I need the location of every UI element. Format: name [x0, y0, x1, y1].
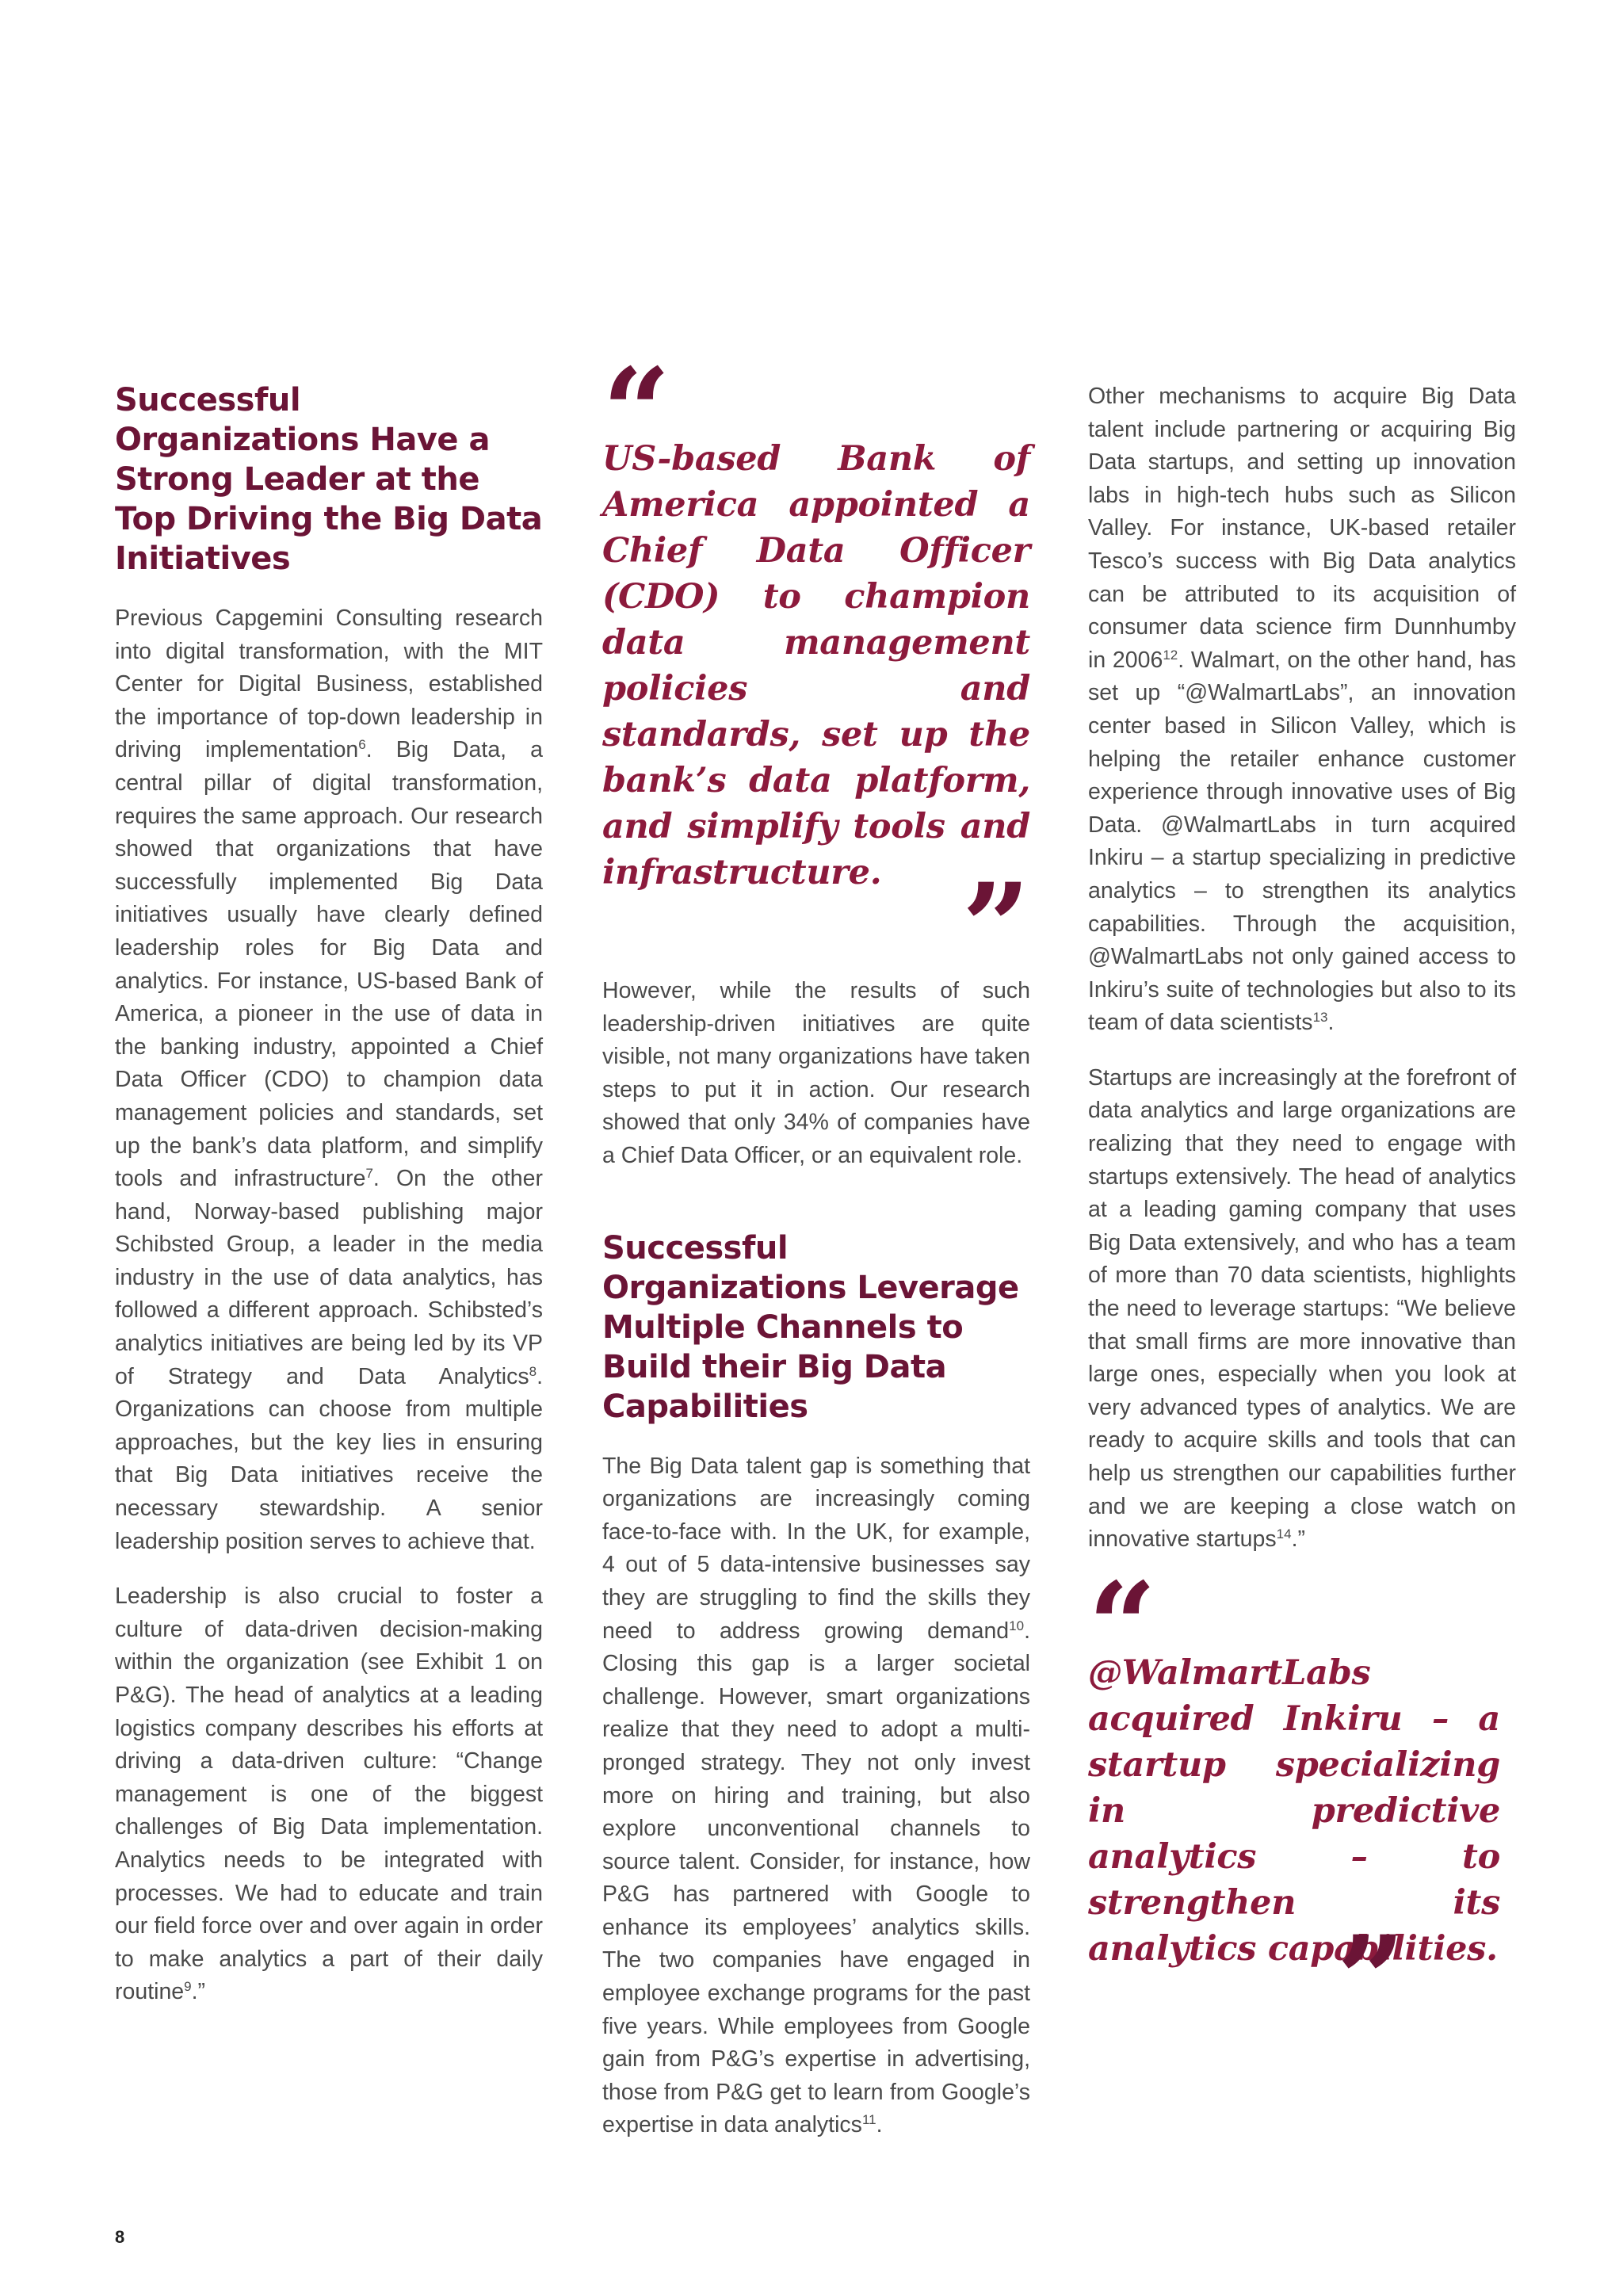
footnote-ref: 6 — [358, 737, 366, 753]
page-number: 8 — [115, 2227, 125, 2247]
column-right — [1088, 380, 1516, 2050]
paragraph-talent-gap: The Big Data talent gap is something that organizations are increasingly coming face-to-face with. In the UK, for example, 4 out of 5 data-intensive businesses say they are struggling to find the skills they need to address growing demand$^{10}$. Closing this gap is a larger societal challenge. However, smart organizations realize that they need to adopt a multi-pronged strategy. They not only invest more on hiring and training, but also explore unconventional channels to source talent. Consider, for instance, how P&G has partnered with Google to enhance its employees’ analytics skills. The two companies have engaged in employee exchange programs for the past five years. While employees from Google gain from P&G’s expertise in advertising, those from P&G get to learn from Google’s expertise in data analytics$^{11}$. — [602, 1453, 1030, 2138]
footnote-ref: 12 — [1163, 647, 1178, 663]
paragraph-acquisition: Other mechanisms to acquire Big Data talent include partnering or acquiring Big Data startups, and setting up innovation labs in high-tech hubs such as Silicon Valley. For instance, UK-based retailer Tesco’s success with Big Data analytics can be attributed to its acquisition of consumer data science firm Dunnhumby in 2006$^{12}$. Walmart, on the other hand, has set up “@WalmartLabs”, an innovation center based in Silicon Valley, which is helping the retailer enhance customer experience through innovative uses of Big Data. @WalmartLabs in turn acquired Inkiru – a startup specializing in predictive analytics – to strengthen its analytics capabilities. Through the acquisition, @WalmartLabs not only gained access to Inkiru’s suite of technologies but also to its team of data scientists$^{13}$. — [1088, 384, 1516, 1036]
footnote-ref: 9 — [184, 1979, 192, 1995]
footnote-ref: 8 — [529, 1363, 537, 1379]
paragraph-startups: Startups are increasingly at the forefront of data analytics and large organizations are realizing that they need to engage with startups extensively. The head of analytics at a leading gaming company that uses Big Data extensively, and who has a team of more than 70 data scientists, highlights the need to leverage startups: “We believe that small firms are more innovative than large ones, especially when you look at very advanced types of analytics. We are ready to acquire skills and tools that can help us strengthen our capabilities further and we are keeping a close watch on innovative startups$^{14}$.” — [1088, 1064, 1516, 1553]
footnote-ref: 10 — [1009, 1618, 1025, 1633]
column-middle — [602, 342, 1030, 2142]
open-quote-icon: “ — [602, 342, 671, 482]
paragraph-cdo-stat: However, while the results of such leadership-driven initiatives are quite visible, not many organizations have taken steps to put it in action. Our research showed that only 34% of companies have a Chief Data Officer, or an equivalent role. — [602, 978, 1030, 1168]
open-quote-icon: “ — [1088, 1556, 1157, 1696]
footnote-ref: 7 — [365, 1166, 373, 1182]
pull-quote-walmartlabs: @WalmartLabs acquired Inkiru – a startup specializing in predictive analytics – to strengthen its analytics capabilities. — [1088, 1652, 1500, 1969]
footnote-ref: 11 — [861, 2112, 876, 2128]
pull-quote-bank-of-america: US-based Bank of America appointed a Chief Data Officer (CDO) to champion data management policies and standards, set up the bank’s data platform, and simplify tools and infrastructure. — [602, 439, 1030, 892]
footnote-ref: 13 — [1312, 1010, 1328, 1026]
footnote-ref: 14 — [1276, 1526, 1292, 1542]
paragraph-culture: Leadership is also crucial to foster a culture of data-driven decision-making within the organization (see Exhibit 1 on P&G). The head of analytics at a leading logistics company describes his efforts at driving a data-driven culture: “Change management is one of the biggest challenges of Big Data implementation. Analytics needs to be integrated with processes. We had to educate and train our field force over and over again in order to make analytics a part of their daily routine$^9$.” — [115, 1584, 543, 2005]
close-quote-icon: ” — [1336, 1909, 1405, 2050]
close-quote-icon: ” — [961, 858, 1030, 997]
paragraph-leadership: Previous Capgemini Consulting research into digital transformation, with the MIT Center for Digital Business, established the importance of top-down leadership in driving implementation$^6$. Big Data, a central pillar of digital transformation, requires the same approach. Our research showed that organizations that have successfully implemented Big Data initiatives usually have clearly defined leadership roles for Big Data and analytics. For instance, US-based Bank of America, a pioneer in the use of data in the banking industry, appointed a Chief Data Officer (CDO) to champion data management policies and standards, set up the bank’s data platform, and simplify tools and infrastructure$^7$. On the other hand, Norway-based publishing major Schibsted Group, a leader in the media industry in the use of data analytics, has followed a different approach. Schibsted’s analytics initiatives are being led by its VP of Strategy and Data Analytics$^8$. Organizations can choose from multiple approaches, but the key lies in ensuring that Big Data initiatives receive the necessary stewardship. A senior leadership position serves to achieve that. — [115, 606, 543, 1554]
column-left — [115, 380, 543, 2009]
section-heading-channels: Successful Organizations Leverage Multiple Channels to Build their Big Data Capabilities — [602, 1229, 1019, 1425]
section-heading-leader: Successful Organizations Have a Strong Leader at the Top Driving the Big Data Initiatives — [115, 382, 543, 577]
